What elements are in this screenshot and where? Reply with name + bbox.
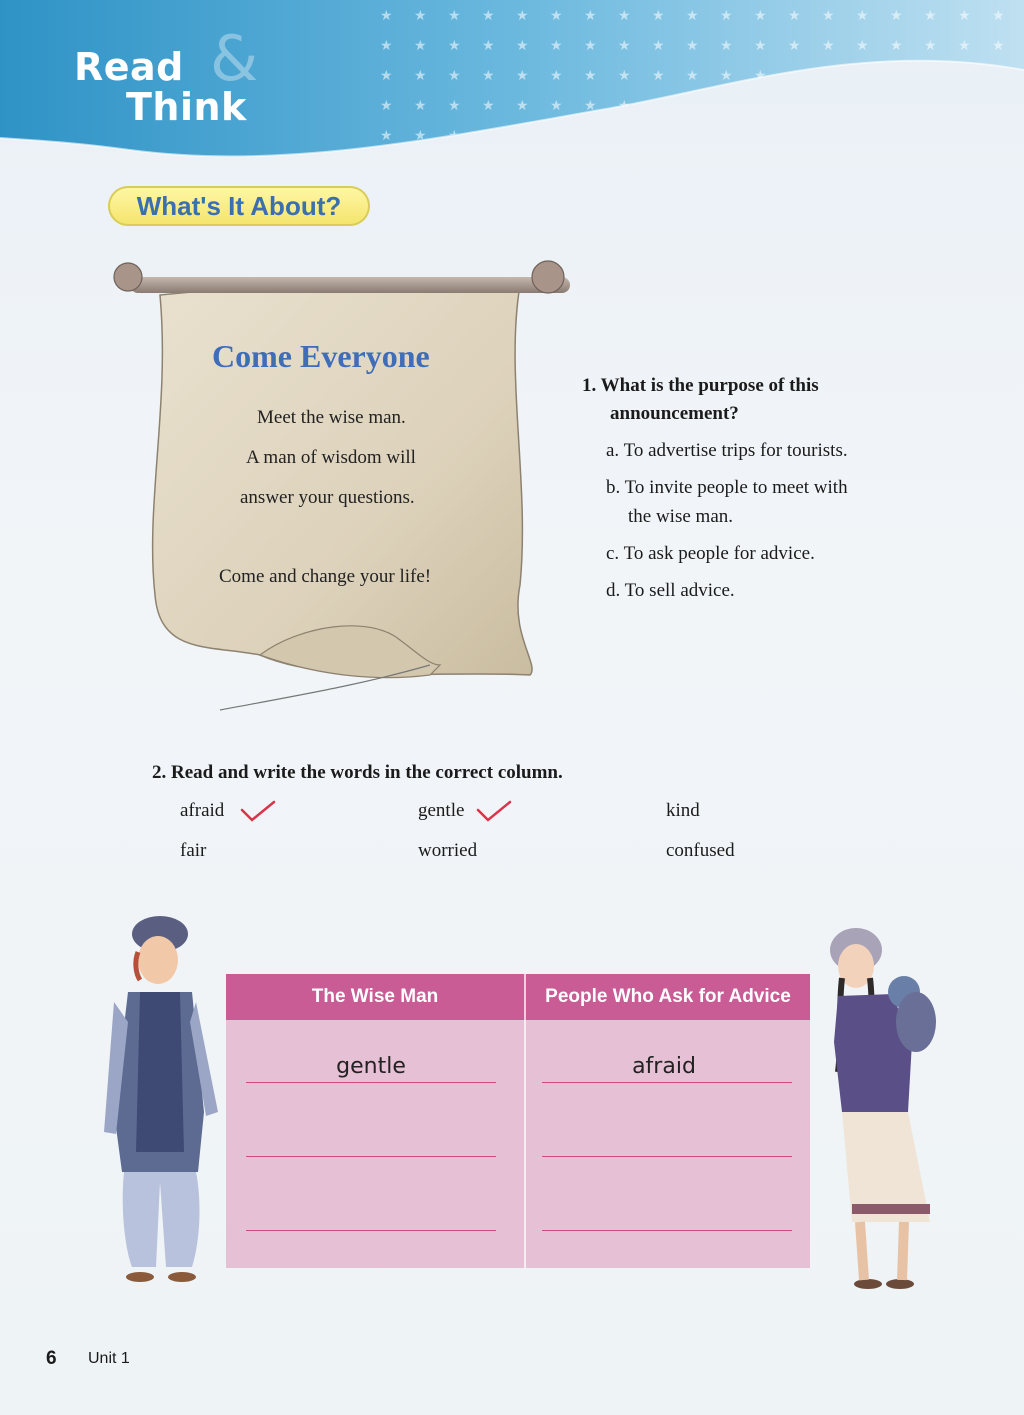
answer-line — [542, 1156, 792, 1157]
option-b — [606, 473, 848, 531]
answer-wise-man-1[interactable]: gentle — [336, 1054, 406, 1079]
scroll-line-3: answer your questions. — [240, 487, 415, 508]
answer-line — [246, 1082, 496, 1083]
woman-illustration — [812, 922, 942, 1292]
answer-line — [542, 1082, 792, 1083]
column-header-people: People Who Ask for Advice — [545, 986, 791, 1007]
header-banner — [0, 0, 1024, 200]
column-divider — [524, 974, 526, 1268]
heading-think: Think — [126, 85, 247, 129]
option-b-text-2: the wise man. — [628, 506, 734, 527]
option-c-text: c. To ask people for advice. — [606, 543, 815, 564]
page-number: 6 — [46, 1348, 57, 1369]
heading-ampersand: & — [210, 22, 259, 95]
word-afraid: afraid — [180, 800, 225, 821]
answer-line — [246, 1156, 496, 1157]
checkmark-icon — [476, 800, 512, 824]
word-confused: confused — [666, 840, 735, 861]
scroll-line-1: Meet the wise man. — [257, 407, 406, 428]
word-fair: fair — [180, 840, 207, 861]
option-d-text: d. To sell advice. — [606, 580, 735, 601]
option-a — [606, 436, 848, 465]
answer-line — [246, 1230, 496, 1231]
scroll-line-4: Come and change your life! — [219, 566, 432, 587]
word-worried: worried — [418, 840, 478, 861]
answer-people-1[interactable]: afraid — [632, 1054, 696, 1079]
checkmark-icon — [240, 800, 276, 824]
heading-read: Read — [74, 45, 184, 89]
question-2-title: 2. Read and write the words in the correct column. — [152, 762, 563, 783]
option-c — [606, 539, 815, 568]
question-1-line-2: announcement? — [610, 403, 739, 424]
option-d — [606, 576, 735, 605]
word-kind: kind — [666, 800, 700, 821]
scroll-title: Come Everyone — [212, 338, 430, 374]
word-sort-table — [226, 974, 810, 1268]
scroll-line-2: A man of wisdom will — [246, 447, 416, 468]
question-1-title — [582, 372, 819, 428]
column-header-wise-man: The Wise Man — [311, 986, 439, 1007]
man-illustration — [100, 912, 230, 1292]
question-1-line-1: 1. What is the purpose of this — [582, 375, 819, 396]
word-gentle: gentle — [418, 800, 465, 821]
answer-line — [542, 1230, 792, 1231]
whats-it-about-label: What's It About? — [108, 186, 370, 226]
option-b-text-1: b. To invite people to meet with — [606, 477, 848, 498]
option-a-text: a. To advertise trips for tourists. — [606, 440, 848, 461]
unit-label: Unit 1 — [88, 1350, 130, 1367]
